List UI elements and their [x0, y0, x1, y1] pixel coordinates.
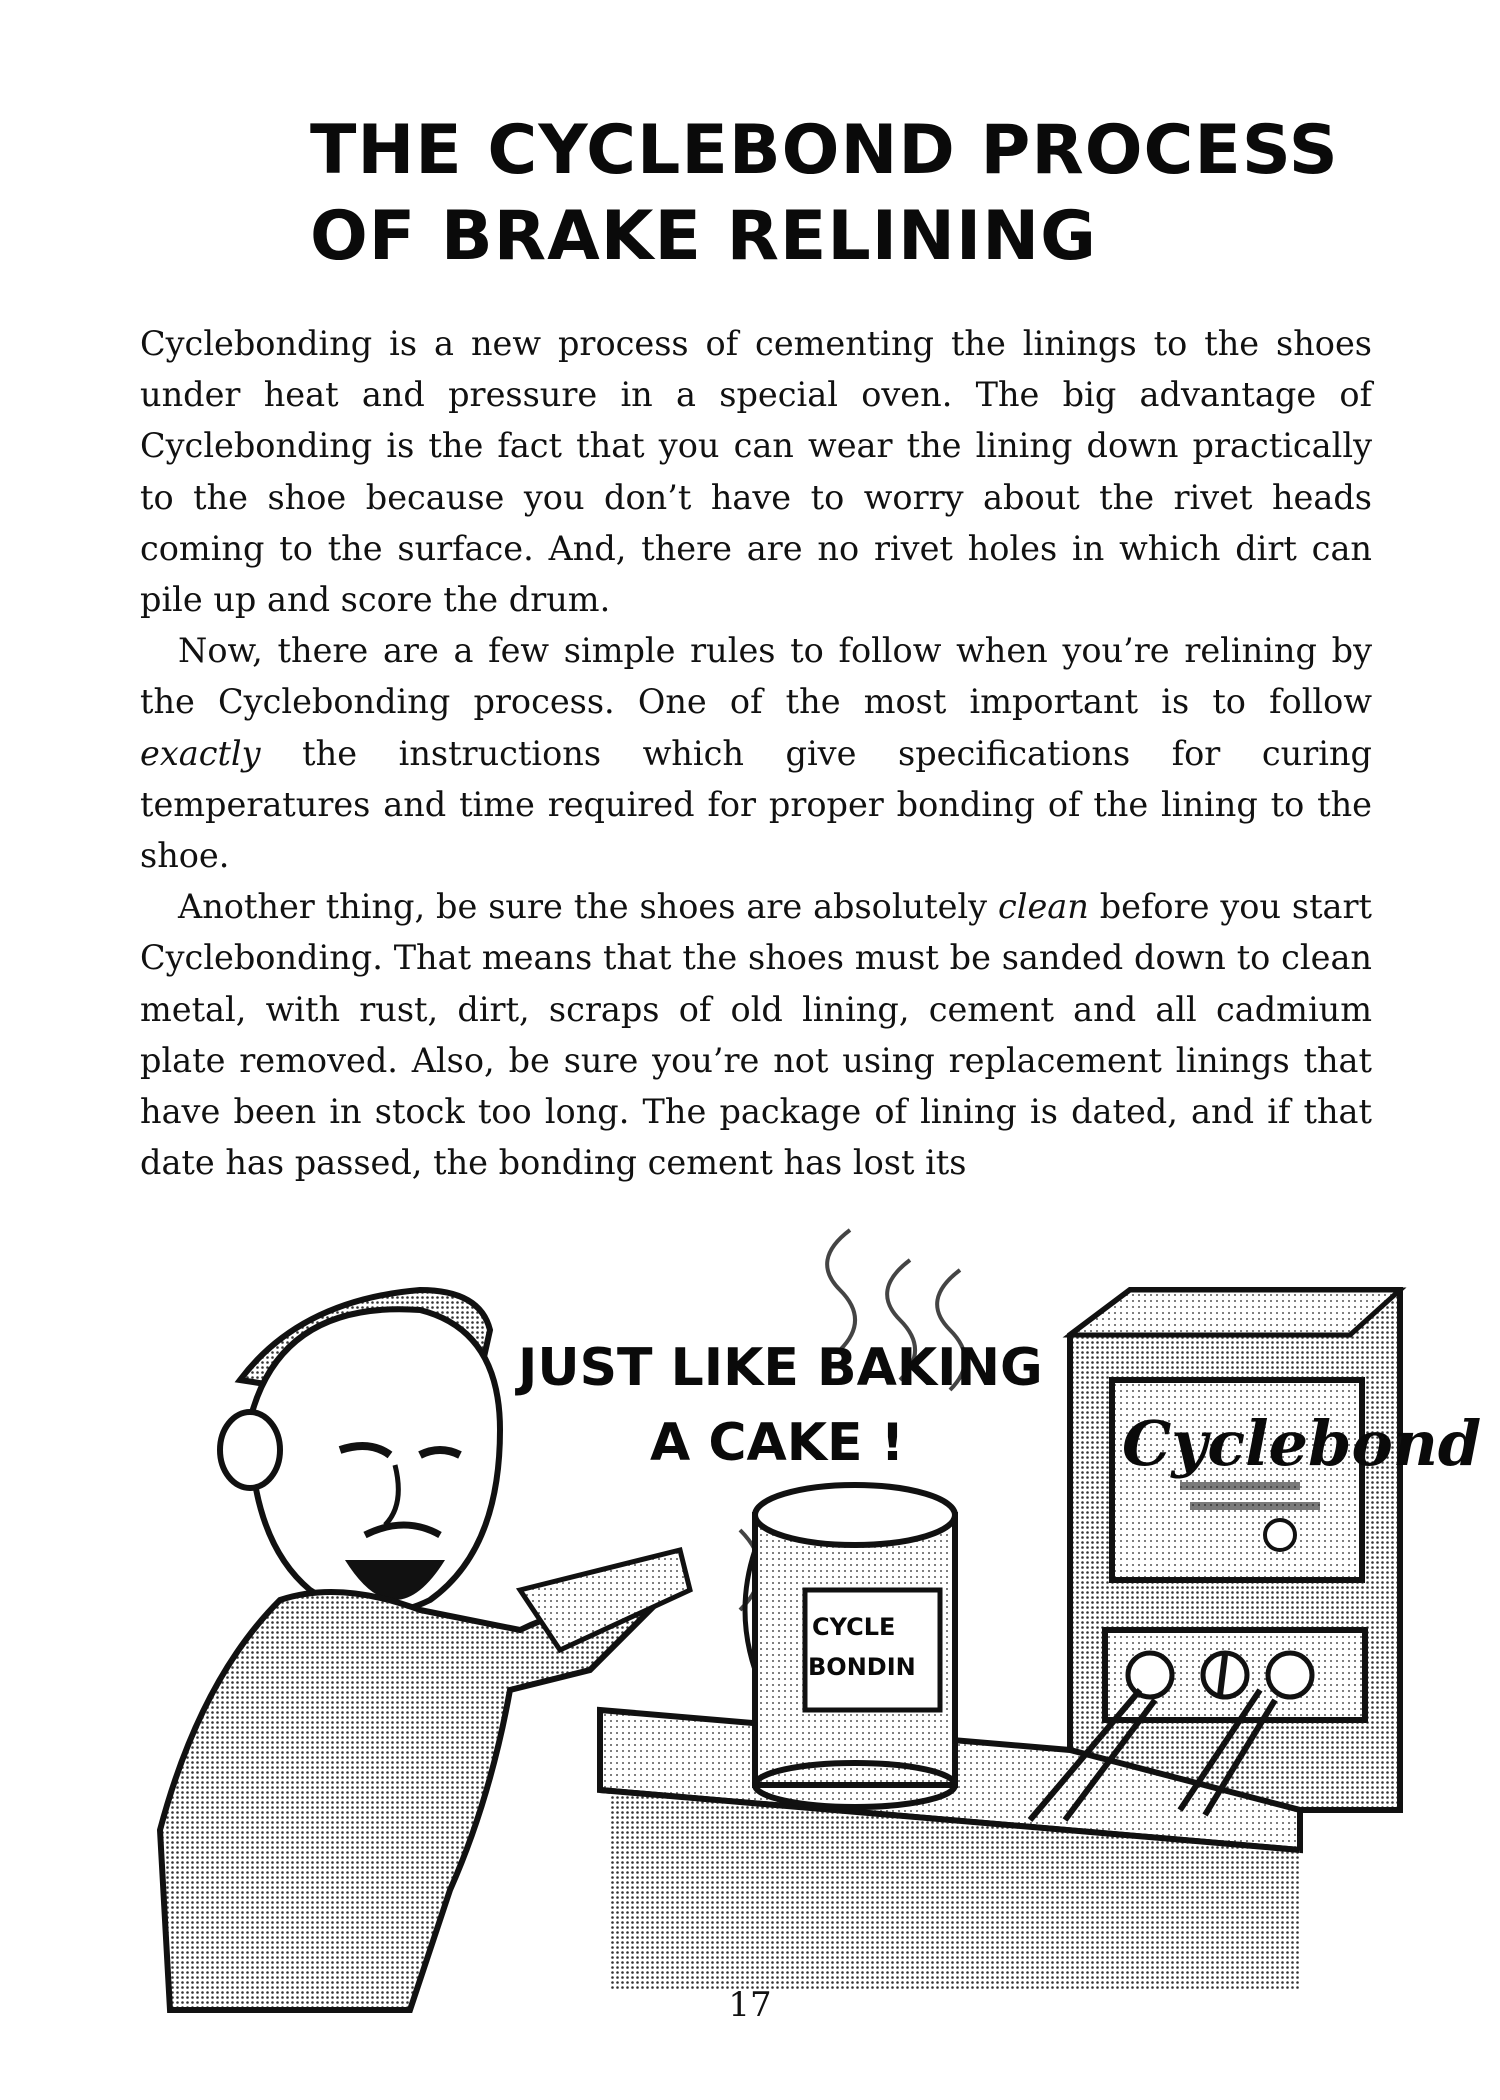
- paragraph-3: [140, 881, 1372, 1188]
- can-label-line-1: CYCLE: [812, 1613, 896, 1641]
- page-title: [310, 108, 1410, 280]
- body-text: [140, 318, 1372, 1188]
- can-label-line-2: BONDIN: [808, 1653, 916, 1681]
- paragraph-2-text-a: Now, there are a few simple rules to follow when you’re relining by the Cyclebonding process. One of the most important is to follow: [140, 631, 1372, 722]
- oven-knob-icon: [1128, 1653, 1172, 1697]
- paragraph-2-emphasis: exactly: [140, 733, 261, 773]
- paragraph-2-text-b: the instructions which give specifications for curing temperatures and time required for proper bonding of the lining to the shoe.: [140, 733, 1372, 876]
- page-number: 17: [728, 1985, 772, 2025]
- title-line-2: OF BRAKE RELINING: [310, 197, 1097, 276]
- speech-balloon: [515, 1338, 1043, 1473]
- paragraph-1: Cyclebonding is a new process of cementing the linings to the shoes under heat and pressure in a special oven. The big advantage of Cyclebonding is the fact that you can wear the lining down practically to the shoe because you don’t have to worry about the rivet heads coming to the surface. And, there are no rivet holes in which dirt can pile up and score the drum.: [140, 324, 1372, 620]
- paragraph-3-emphasis: clean: [997, 887, 1089, 927]
- speech-line-1: JUST LIKE BAKING: [518, 1338, 1043, 1398]
- oven-brand-logo: Cyclebond: [1122, 1407, 1482, 1480]
- paragraph-2: [140, 625, 1372, 881]
- oven-knob-icon: [1268, 1653, 1312, 1697]
- paragraph-3-text-b: before you start Cyclebonding. That means that the shoes must be sanded down to clean metal, with rust, dirt, scraps of old lining, cement and all cadmium plate removed. Also, be sure you’re not using replacement linings that have been in stock too long. The package of lining is dated, and if that date has passed, the bonding cement has lost its: [140, 887, 1372, 1183]
- speech-line-2: A CAKE !: [650, 1413, 905, 1473]
- cartoon-illustration: [140, 1250, 1482, 1990]
- oven-dial-icon: [1265, 1520, 1295, 1550]
- cement-can: [745, 1485, 955, 1807]
- title-line-1: THE CYCLEBOND PROCESS: [310, 111, 1339, 190]
- paragraph-3-text-a: Another thing, be sure the shoes are absolutely: [178, 887, 998, 927]
